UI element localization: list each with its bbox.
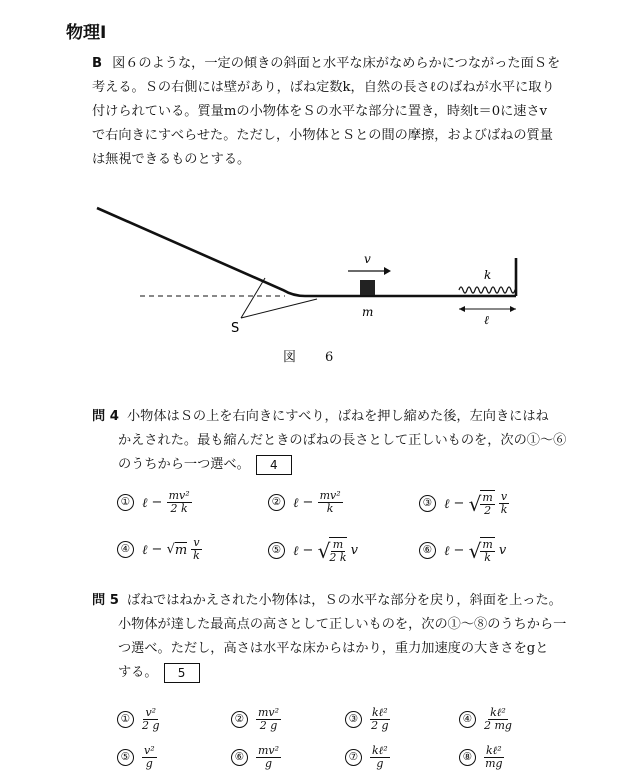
- question-number: 問 5: [92, 593, 119, 608]
- choice-number: ②: [231, 711, 248, 728]
- choice-number: ④: [117, 541, 134, 558]
- velocity-arrowhead: [384, 267, 391, 275]
- s-pointer-line: [241, 278, 265, 318]
- spring: [459, 287, 516, 293]
- label-k: k: [484, 268, 492, 282]
- q5-option-1[interactable]: ① $\frac{\text{v²}}{2 g}$: [117, 707, 160, 732]
- intro-line: 付けられている。質量mの小物体をＳの水平な部分に置き，時刻t＝0に速さv: [92, 104, 548, 119]
- question-number: 問 4: [92, 409, 119, 424]
- q4-option-2[interactable]: ② ℓ − $\frac{\text{mv²}}{k}$: [268, 490, 343, 515]
- choice-number: ③: [345, 711, 362, 728]
- intro-line: は無視できるものとする。: [92, 152, 251, 167]
- choice-number: ①: [117, 711, 134, 728]
- intro-line: 考える。Ｓの右側には壁があり，ばね定数k，自然の長さℓのばねが水平に取り: [92, 80, 555, 95]
- q4-option-1[interactable]: ① ℓ − $\frac{\text{mv²}}{2 k}$: [117, 490, 192, 515]
- question-text: のうちから一つ選べ。: [118, 457, 250, 472]
- intro-line: 図６のような，一定の傾きの斜面と水平な床がなめらかにつながった面Ｓを: [112, 56, 561, 71]
- choice-number: ③: [419, 495, 436, 512]
- choice-number: ⑧: [459, 749, 476, 766]
- label-s: S: [231, 321, 240, 336]
- figure-caption: 図 6: [283, 350, 342, 365]
- question-text: かえされた。最も縮んだときのばねの長さとして正しいものを，次の①～⑥: [118, 433, 567, 448]
- q4-option-4[interactable]: ④ ℓ − √ m $\frac{v}{k}$: [117, 537, 202, 562]
- choice-number: ⑦: [345, 749, 362, 766]
- label-l: ℓ: [484, 313, 489, 327]
- choice-number: ⑤: [268, 542, 285, 559]
- small-block: [360, 280, 375, 295]
- label-v: v: [364, 252, 371, 266]
- choice-number: ①: [117, 494, 134, 511]
- q5-option-2[interactable]: ② $\frac{\text{mv²}}{2 g}$: [231, 707, 281, 732]
- q5-option-7[interactable]: ⑦ $\frac{\text{kℓ²}}{g}$: [345, 745, 390, 770]
- intro-line: で右向きにすべらせた。ただし，小物体とＳとの間の摩擦，およびばねの質量: [92, 128, 553, 143]
- question-text: 小物体はＳの上を右向きにすべり，ばねを押し縮めた後，左向きにはね: [126, 409, 549, 424]
- section-label: B: [92, 56, 103, 71]
- q4-option-6[interactable]: ⑥ ℓ − √ $\frac{m}{k}$ v: [419, 537, 506, 564]
- q5-option-5[interactable]: ⑤ $\frac{\text{v²}}{g}$: [117, 745, 157, 770]
- answer-box[interactable]: 4: [256, 455, 292, 475]
- q5-option-6[interactable]: ⑥ $\frac{\text{mv²}}{g}$: [231, 745, 281, 770]
- slope-and-floor: [97, 208, 516, 296]
- page-title: 物理Ⅰ: [66, 23, 107, 43]
- label-m: m: [362, 305, 374, 319]
- question-4: [92, 405, 592, 477]
- question-text: ばねではねかえされた小物体は，Ｓの水平な部分を戻り，斜面を上った。: [126, 593, 562, 608]
- choice-number: ⑤: [117, 749, 134, 766]
- q4-option-5[interactable]: ⑤ ℓ − √ $\frac{m}{2 k}$ v: [268, 537, 358, 564]
- q4-option-3[interactable]: ③ ℓ − √ $\frac{m}{2}$ $\frac{v}{k}$: [419, 490, 509, 517]
- answer-box[interactable]: 5: [164, 663, 200, 683]
- s-pointer-line: [241, 299, 317, 318]
- question-text: する。: [118, 665, 158, 680]
- choice-number: ⑥: [231, 749, 248, 766]
- q5-option-4[interactable]: ④ $\frac{\text{kℓ²}}{2 mg}$: [459, 707, 512, 732]
- arrowhead-right: [510, 306, 516, 312]
- choice-number: ②: [268, 494, 285, 511]
- choice-number: ⑥: [419, 542, 436, 559]
- question-text: つ選べ。ただし，高さは水平な床からはかり，重力加速度の大きさをgと: [118, 641, 549, 656]
- arrowhead-left: [459, 306, 465, 312]
- choice-number: ④: [459, 711, 476, 728]
- q5-option-3[interactable]: ③ $\frac{\text{kℓ²}}{2 g}$: [345, 707, 390, 732]
- question-5: [92, 589, 592, 685]
- question-text: 小物体が達した最高点の高さとして正しいものを，次の①～⑧のうちから一: [118, 617, 567, 632]
- q5-option-8[interactable]: ⑧ $\frac{\text{kℓ²}}{mg}$: [459, 745, 504, 770]
